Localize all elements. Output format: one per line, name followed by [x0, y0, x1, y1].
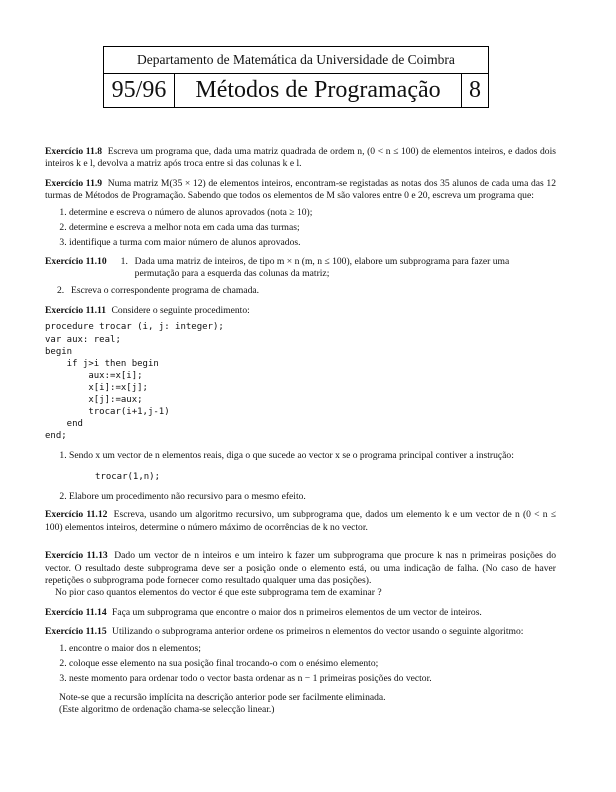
list-item: 2. coloque esse elemento na sua posição final trocando-o com o enésimo elemento;	[69, 658, 556, 670]
list-item: 1. determine e escreva o número de alunos aprovados (nota ≥ 10);	[69, 207, 556, 219]
list-item: 1. Dada uma matriz de inteiros, de tipo m × n (m, n ≤ 100), elabore um subprograma para fazer uma permutação para a esquerda das colunas da matriz;	[121, 256, 556, 281]
exercise-11-9	[45, 178, 556, 203]
list-item	[69, 450, 556, 483]
list-item-text: Sendo x um vector de n elementos reais, diga o que sucede ao vector x se o programa principal contiver a instrução:	[69, 450, 514, 462]
exercise-label: Exercício 11.10	[45, 255, 107, 267]
exercise-list	[45, 146, 556, 716]
exercise-label: Exercício 11.13	[45, 550, 108, 562]
exercise-text: Utilizando o subprograma anterior ordene os primeiros n elementos do vector usando o seguinte algoritmo:	[112, 626, 524, 638]
exercise-11-9-items	[45, 207, 556, 250]
list-item: 2. Escreva o correspondente programa de chamada.	[57, 284, 260, 296]
header-row	[104, 74, 488, 107]
exercise-note: (Este algoritmo de ordenação chama-se selecção linear.)	[59, 704, 275, 716]
list-item-text: Escreva o correspondente programa de chamada.	[71, 284, 260, 296]
exercise-label: Exercício 11.12	[45, 509, 108, 521]
exercise-note: Note-se que a recursão implícita na descrição anterior pode ser facilmente eliminada.	[59, 691, 386, 703]
list-item: 3. identifique a turma com maior número de alunos aprovados.	[69, 237, 556, 249]
exercise-label: Exercício 11.8	[45, 146, 103, 157]
exercise-text: Considere o seguinte procedimento:	[111, 305, 250, 317]
exercise-11-15-items	[45, 643, 556, 686]
exercise-text: Dado um vector de n inteiros e um inteiro k fazer um subprograma que procure k nas n primeiras posições do vector. O resultado deste subprograma deve ser a posição onde o elemento está, ou uma indicação de falha. (No caso de haver repetições o subprograma pode fornecer como resultado qualquer uma das posições).	[45, 550, 556, 587]
list-item: 1. encontre o maior dos n elementos;	[69, 643, 556, 655]
exercise-11-10	[45, 256, 556, 281]
department-name: Departamento de Matemática da Universidade de Coimbra	[104, 47, 488, 74]
exercise-text: Numa matriz M(35 × 12) de elementos inteiros, encontram-se registadas as notas dos 35 alunos de cada uma das 12 turmas de Métodos de Programação. Sabendo que todos os elementos de M são valores entre 0 e 20, escreva um programa que:	[45, 177, 557, 202]
exercise-11-14	[45, 607, 556, 619]
exercise-label: Exercício 11.15	[45, 626, 107, 638]
list-item: 2. determine e escreva a melhor nota em cada uma das turmas;	[69, 222, 556, 234]
exercise-text: Faça um subprograma que encontre o maior dos n primeiros elementos de um vector de inteiros.	[112, 606, 482, 618]
course-title: Métodos de Programação	[175, 74, 462, 107]
exercise-11-8	[45, 146, 556, 171]
academic-year: 95/96	[104, 74, 175, 107]
exercise-label: Exercício 11.11	[45, 305, 107, 317]
list-item-text: Dada uma matriz de inteiros, de tipo m × n (m, n ≤ 100), elabore um subprograma para fazer uma permutação para a esquerda das colunas da matriz;	[134, 255, 510, 280]
exercise-11-12	[45, 509, 556, 534]
header-box	[103, 46, 489, 108]
exercise-11-11-items	[45, 450, 556, 503]
exercise-text: Escreva, usando um algoritmo recursivo, um subprograma que, dados um elemento k e um vector de n (0 < n ≤ 100) elementos inteiros, determine o número máximo de ocorrências de k no vector.	[45, 509, 557, 533]
exercise-11-11	[45, 305, 556, 317]
exercise-label: Exercício 11.9	[45, 177, 103, 189]
exercise-label: Exercício 11.14	[45, 606, 107, 618]
sheet-number: 8	[469, 77, 481, 103]
list-item: 2. Elabore um procedimento não recursivo para o mesmo efeito.	[69, 491, 556, 503]
exercise-11-13	[45, 550, 556, 587]
exercise-11-13-question: No pior caso quantos elementos do vector é que este subprograma tem de examinar ?	[55, 587, 382, 599]
code-call: trocar(1,n);	[95, 471, 161, 482]
exercise-text: Escreva um programa que, dada uma matriz quadrada de ordem n, (0 < n ≤ 100) de elementos inteiros, e dados dois inteiros k e l, devolva a matriz após troca entre si das colunas k e l.	[45, 146, 557, 170]
code-block: procedure trocar (i, j: integer); var aux: real; begin if j>i then begin aux:=x[i]; x[i]:=x[j]; x[j]:=aux; trocar(i+1,j-1) end end;	[45, 322, 224, 442]
list-item: 3. neste momento para ordenar todo o vector basta ordenar as n − 1 primeiras posições do vector.	[69, 673, 556, 685]
exercise-11-15	[45, 626, 556, 638]
